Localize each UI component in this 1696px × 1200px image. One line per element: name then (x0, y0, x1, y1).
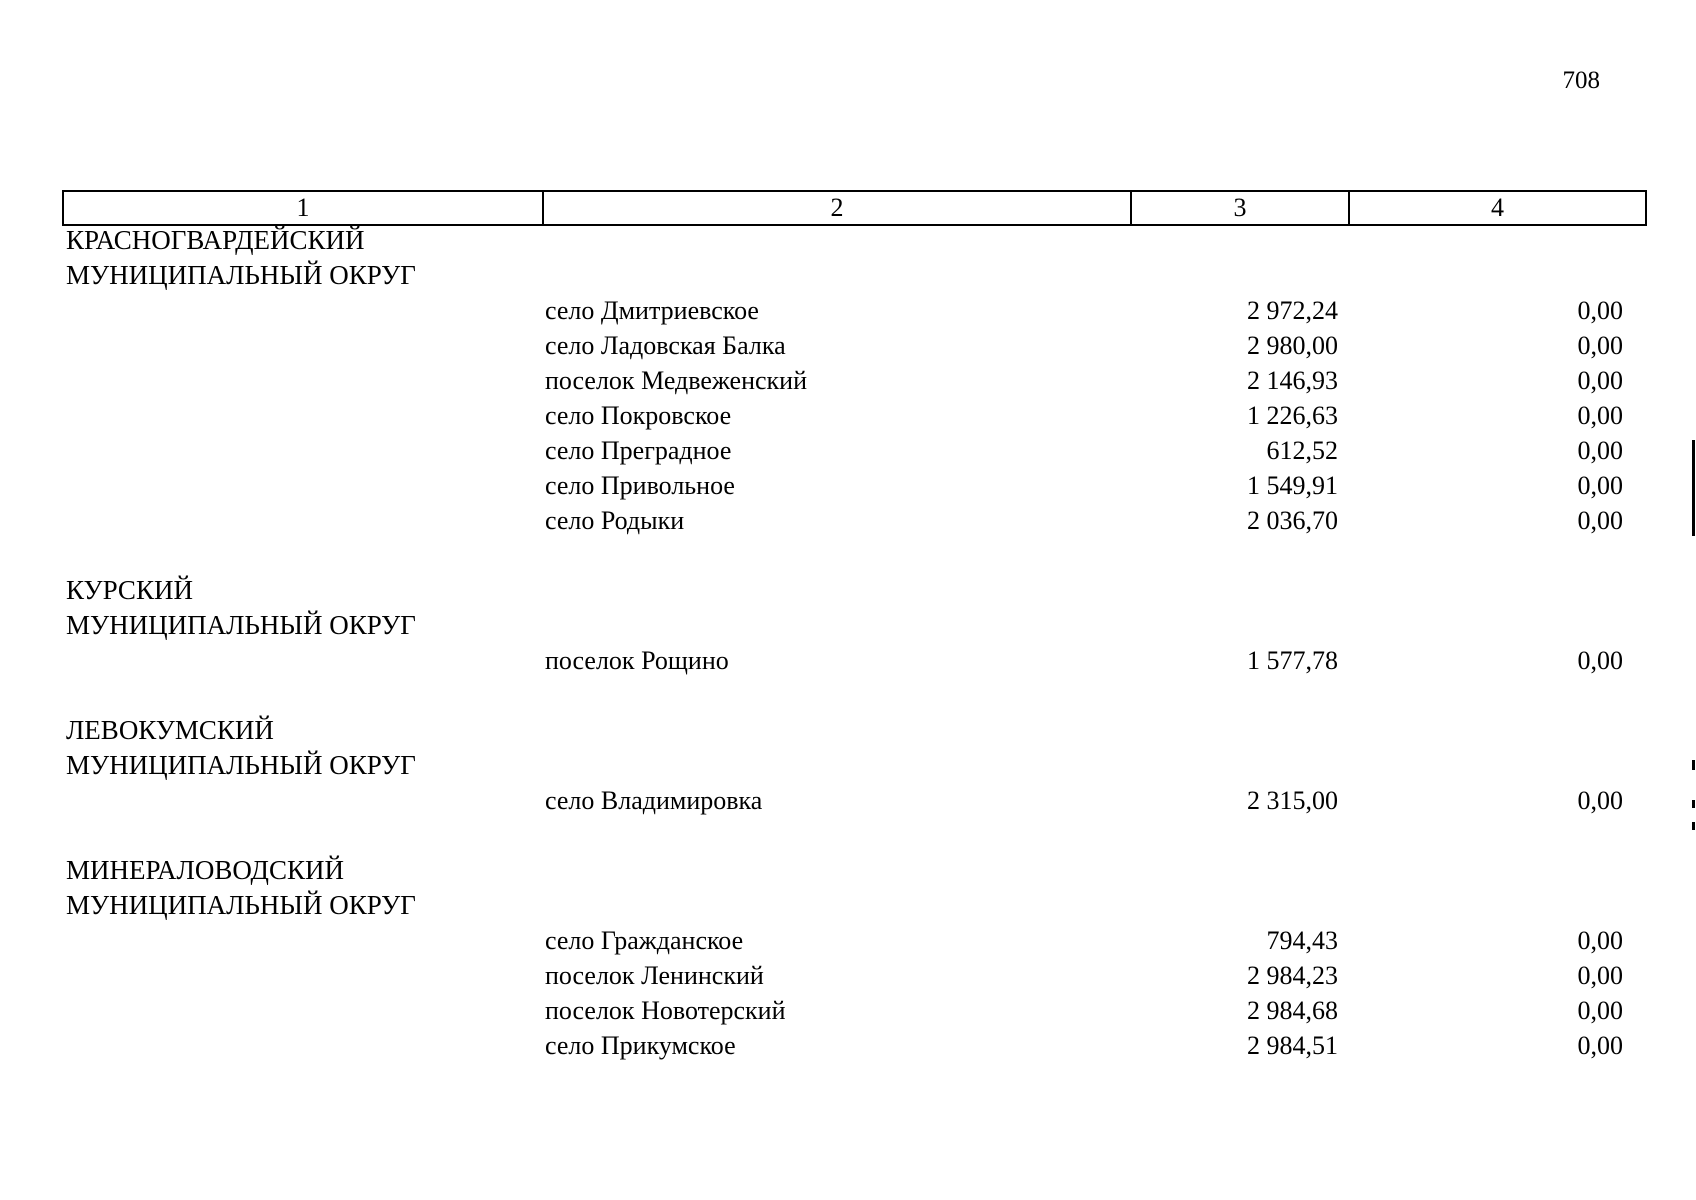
district-name (66, 713, 526, 783)
district-krasnogvardeysky (0, 223, 1696, 538)
column-3-value: 2 315,00 (1247, 786, 1338, 815)
district-name-line1: ЛЕВОКУМСКИЙ (66, 715, 274, 745)
table-row (0, 363, 1696, 398)
column-4-value: 0,00 (1577, 366, 1623, 395)
settlement-name: село Привольное (545, 471, 735, 500)
column-4-value: 0,00 (1577, 331, 1623, 360)
district-name (66, 573, 526, 643)
settlement-name: село Покровское (545, 401, 732, 430)
column-3-value: 2 984,68 (1247, 996, 1338, 1025)
settlement-name: село Гражданское (545, 926, 744, 955)
table-row (0, 293, 1696, 328)
column-3-value: 2 972,24 (1247, 296, 1338, 325)
page-number: 708 (1562, 67, 1600, 94)
district-name-line1: КРАСНОГВАРДЕЙСКИЙ (66, 225, 365, 255)
column-header-1: 1 (63, 191, 543, 225)
column-3-value: 1 549,91 (1247, 471, 1338, 500)
column-header-2: 2 (543, 191, 1131, 225)
district-name-line2: МУНИЦИПАЛЬНЫЙ ОКРУГ (66, 890, 416, 920)
table-row (0, 958, 1696, 993)
column-4-value: 0,00 (1577, 506, 1623, 535)
column-3-value: 612,52 (1266, 436, 1338, 465)
district-name (66, 853, 526, 923)
settlement-name: поселок Новотерский (545, 996, 786, 1025)
column-header-row (62, 190, 1647, 226)
district-name (66, 223, 526, 293)
table-row (0, 398, 1696, 433)
row-spacer (0, 538, 1696, 573)
column-4-value: 0,00 (1577, 926, 1623, 955)
table-row (0, 1028, 1696, 1063)
district-name-line1: МИНЕРАЛОВОДСКИЙ (66, 855, 344, 885)
district-mineralovodsky (0, 853, 1696, 1063)
column-4-value: 0,00 (1577, 471, 1623, 500)
column-3-value: 1 226,63 (1247, 401, 1338, 430)
table-row (0, 433, 1696, 468)
column-3-value: 794,43 (1266, 926, 1338, 955)
column-4-value: 0,00 (1577, 296, 1623, 325)
district-name-line1: КУРСКИЙ (66, 575, 193, 605)
column-4-value: 0,00 (1577, 436, 1623, 465)
settlement-name: село Ладовская Балка (545, 331, 786, 360)
column-4-value: 0,00 (1577, 786, 1623, 815)
row-spacer (0, 678, 1696, 713)
column-4-value: 0,00 (1577, 1031, 1623, 1060)
district-name-line2: МУНИЦИПАЛЬНЫЙ ОКРУГ (66, 260, 416, 290)
settlement-name: поселок Ленинский (545, 961, 764, 990)
column-3-value: 2 980,00 (1247, 331, 1338, 360)
table-row (0, 503, 1696, 538)
table-row (0, 643, 1696, 678)
scan-edge-mark (1692, 822, 1695, 830)
settlement-name: село Дмитриевское (545, 296, 759, 325)
table-row (0, 468, 1696, 503)
table-row (0, 923, 1696, 958)
scan-edge-mark (1692, 440, 1695, 536)
column-3-value: 2 984,51 (1247, 1031, 1338, 1060)
row-spacer (0, 818, 1696, 853)
column-4-value: 0,00 (1577, 401, 1623, 430)
column-4-value: 0,00 (1577, 961, 1623, 990)
table-row (0, 993, 1696, 1028)
column-header-3: 3 (1131, 191, 1349, 225)
column-3-value: 2 984,23 (1247, 961, 1338, 990)
scan-edge-mark (1692, 800, 1695, 808)
column-3-value: 2 036,70 (1247, 506, 1338, 535)
table-row (0, 328, 1696, 363)
table-body (0, 223, 1696, 1063)
settlement-name: поселок Медвеженский (545, 366, 808, 395)
settlement-name: поселок Рощино (545, 646, 729, 675)
settlement-name: село Преградное (545, 436, 732, 465)
column-4-value: 0,00 (1577, 996, 1623, 1025)
column-header-4: 4 (1349, 191, 1646, 225)
settlement-name: село Владимировка (545, 786, 763, 815)
column-3-value: 1 577,78 (1247, 646, 1338, 675)
column-3-value: 2 146,93 (1247, 366, 1338, 395)
scan-edge-mark (1692, 760, 1695, 770)
district-kursky (0, 573, 1696, 678)
table-row (0, 783, 1696, 818)
district-levokumsky (0, 713, 1696, 818)
district-name-line2: МУНИЦИПАЛЬНЫЙ ОКРУГ (66, 610, 416, 640)
district-name-line2: МУНИЦИПАЛЬНЫЙ ОКРУГ (66, 750, 416, 780)
settlement-name: село Родыки (545, 506, 685, 535)
settlement-name: село Прикумское (545, 1031, 736, 1060)
column-4-value: 0,00 (1577, 646, 1623, 675)
